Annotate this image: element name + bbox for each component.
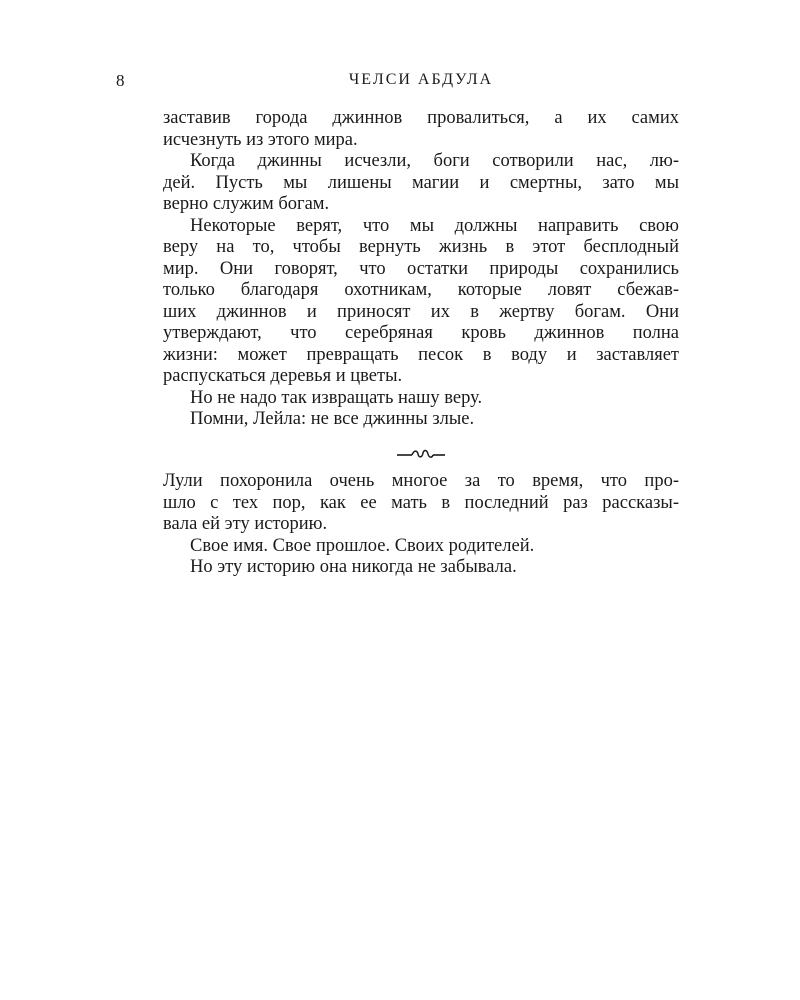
text-line: жизни: может превращать песок в воду и заставляет <box>163 344 679 365</box>
text-line: распускаться деревья и цветы. <box>163 366 403 386</box>
text-line: только благодаря охотникам, которые ловят сбежав- <box>163 280 679 300</box>
text-line: ших джиннов и приносят их в жертву богам. Они <box>163 301 679 322</box>
text-line: веру на то, чтобы вернуть жизнь в этот бесплодный <box>163 237 679 257</box>
text-line: Когда джинны исчезли, боги сотворили нас, лю- <box>190 151 679 171</box>
page-number: 8 <box>116 71 125 90</box>
running-title: ЧЕЛСИ АБДУЛА <box>348 71 494 88</box>
text-line: Но не надо так извращать нашу веру. <box>190 387 483 408</box>
text-line: мир. Они говорят, что остатки природы сохранились <box>163 258 679 279</box>
text-section-1 <box>163 108 679 431</box>
text-line: утверждают, что серебряная кровь джиннов полна <box>163 323 679 343</box>
text-line: Лули похоронила очень многое за то время, что про- <box>163 471 679 491</box>
text-line: вала ей эту историю. <box>163 514 328 534</box>
text-line: Свое имя. Свое прошлое. Своих родителей. <box>190 535 535 556</box>
text-line: Некоторые верят, что мы должны направить свою <box>190 215 679 236</box>
text-line: исчезнуть из этого мира. <box>163 129 358 150</box>
section-break-ornament-icon <box>396 447 446 461</box>
text-section-2 <box>163 471 679 579</box>
text-line: дей. Пусть мы лишены магии и смертны, зато мы <box>163 172 679 193</box>
text-line: заставив города джиннов провалиться, а их самих <box>163 108 679 128</box>
text-line: Помни, Лейла: не все джинны злые. <box>190 409 475 429</box>
text-line: шло с тех пор, как ее мать в последний раз рассказы- <box>163 492 679 513</box>
text-line: верно служим богам. <box>163 194 330 214</box>
text-line: Но эту историю она никогда не забывала. <box>190 557 517 577</box>
